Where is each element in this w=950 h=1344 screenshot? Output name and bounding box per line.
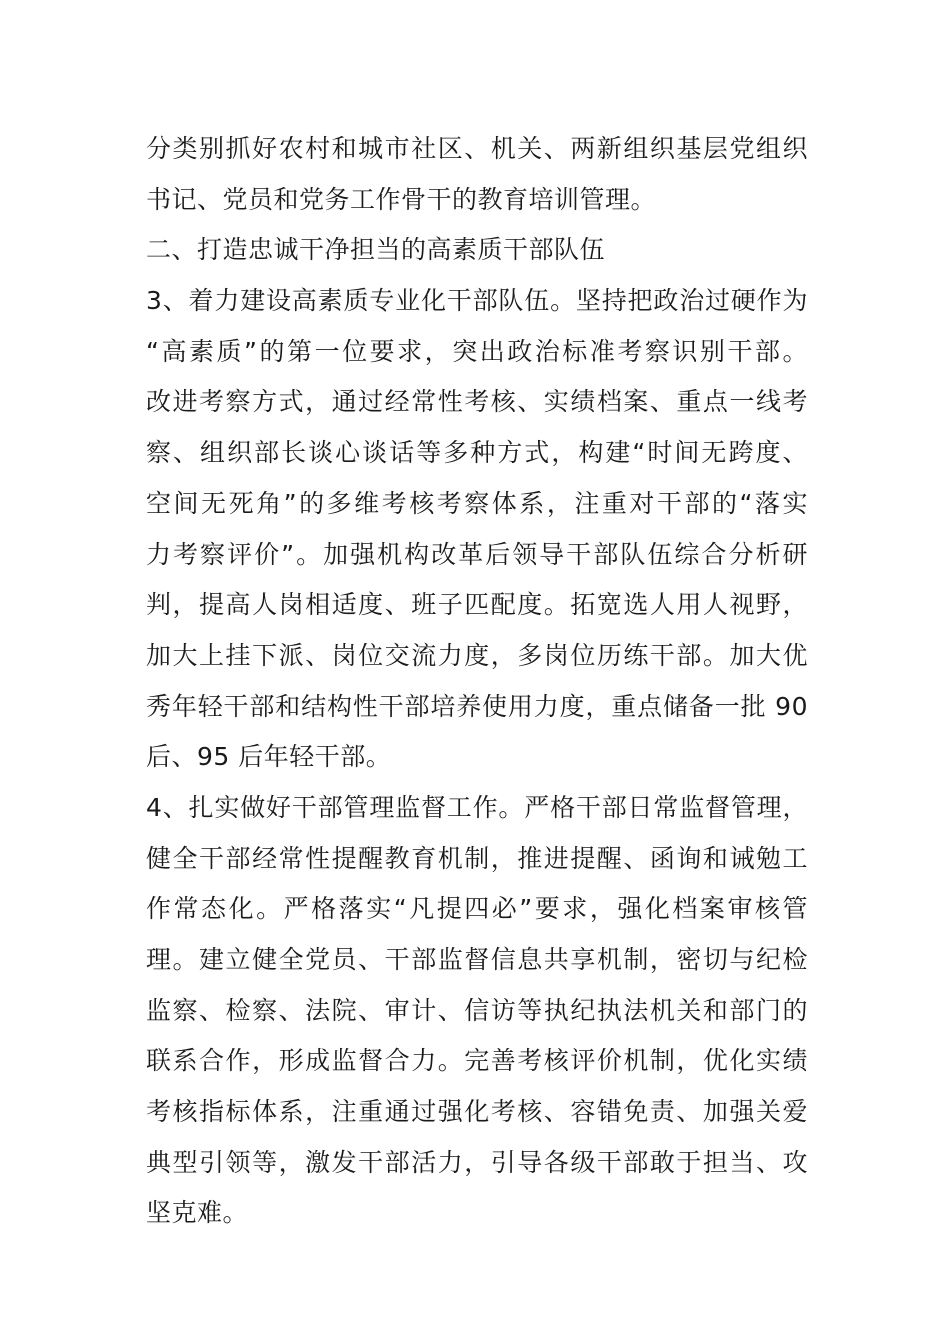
text-line: 改进考察方式，通过经常性考核、实绩档案、重点一线考 [146,387,808,417]
text-line: 判，提高人岗相适度、班子匹配度。拓宽选人用人视野， [146,590,808,620]
text-line: 3、着力建设高素质专业化干部队伍。坚持把政治过硬作为 [146,286,808,316]
section-heading: 二、打造忠诚干净担当的高素质干部队伍 [146,235,606,265]
text-line: 加大上挂下派、岗位交流力度，多岗位历练干部。加大优 [146,640,808,670]
text-line: 健全干部经常性提醒教育机制，推进提醒、函询和诫勉工 [146,843,808,873]
text-line: 后、95 后年轻干部。 [146,742,392,772]
text-line: 考核指标体系，注重通过强化考核、容错免责、加强关爱 [146,1097,808,1127]
text-line: 监察、检察、法院、审计、信访等执纪执法机关和部门的 [146,995,808,1025]
text-line: 空间无死角”的多维考核考察体系，注重对干部的“落实 [146,488,808,518]
text-line: 秀年轻干部和结构性干部培养使用力度，重点储备一批 90 [146,691,808,721]
text-line: 4、扎实做好干部管理监督工作。严格干部日常监督管理， [146,792,808,822]
text-line: 理。建立健全党员、干部监督信息共享机制，密切与纪检 [146,945,808,974]
text-line: 联系合作，形成监督合力。完善考核评价机制，优化实绩 [146,1046,808,1076]
text-line: 察、组织部长谈心谈话等多种方式，构建“时间无跨度、 [146,438,808,468]
text-line: 力考察评价”。加强机构改革后领导干部队伍综合分析研 [146,539,808,569]
document-page [146,124,808,1239]
text-line: 典型引领等，激发干部活力，引导各级干部敢于担当、攻 [146,1147,808,1177]
text-line: 书记、党员和党务工作骨干的教育培训管理。 [146,184,657,214]
text-line: 作常态化。严格落实“凡提四必”要求，强化档案审核管 [146,894,808,924]
text-line: 坚克难。 [146,1198,249,1228]
text-line: “高素质”的第一位要求，突出政治标准考察识别干部。 [146,336,808,366]
text-line: 分类别抓好农村和城市社区、机关、两新组织基层党组织 [146,134,808,163]
